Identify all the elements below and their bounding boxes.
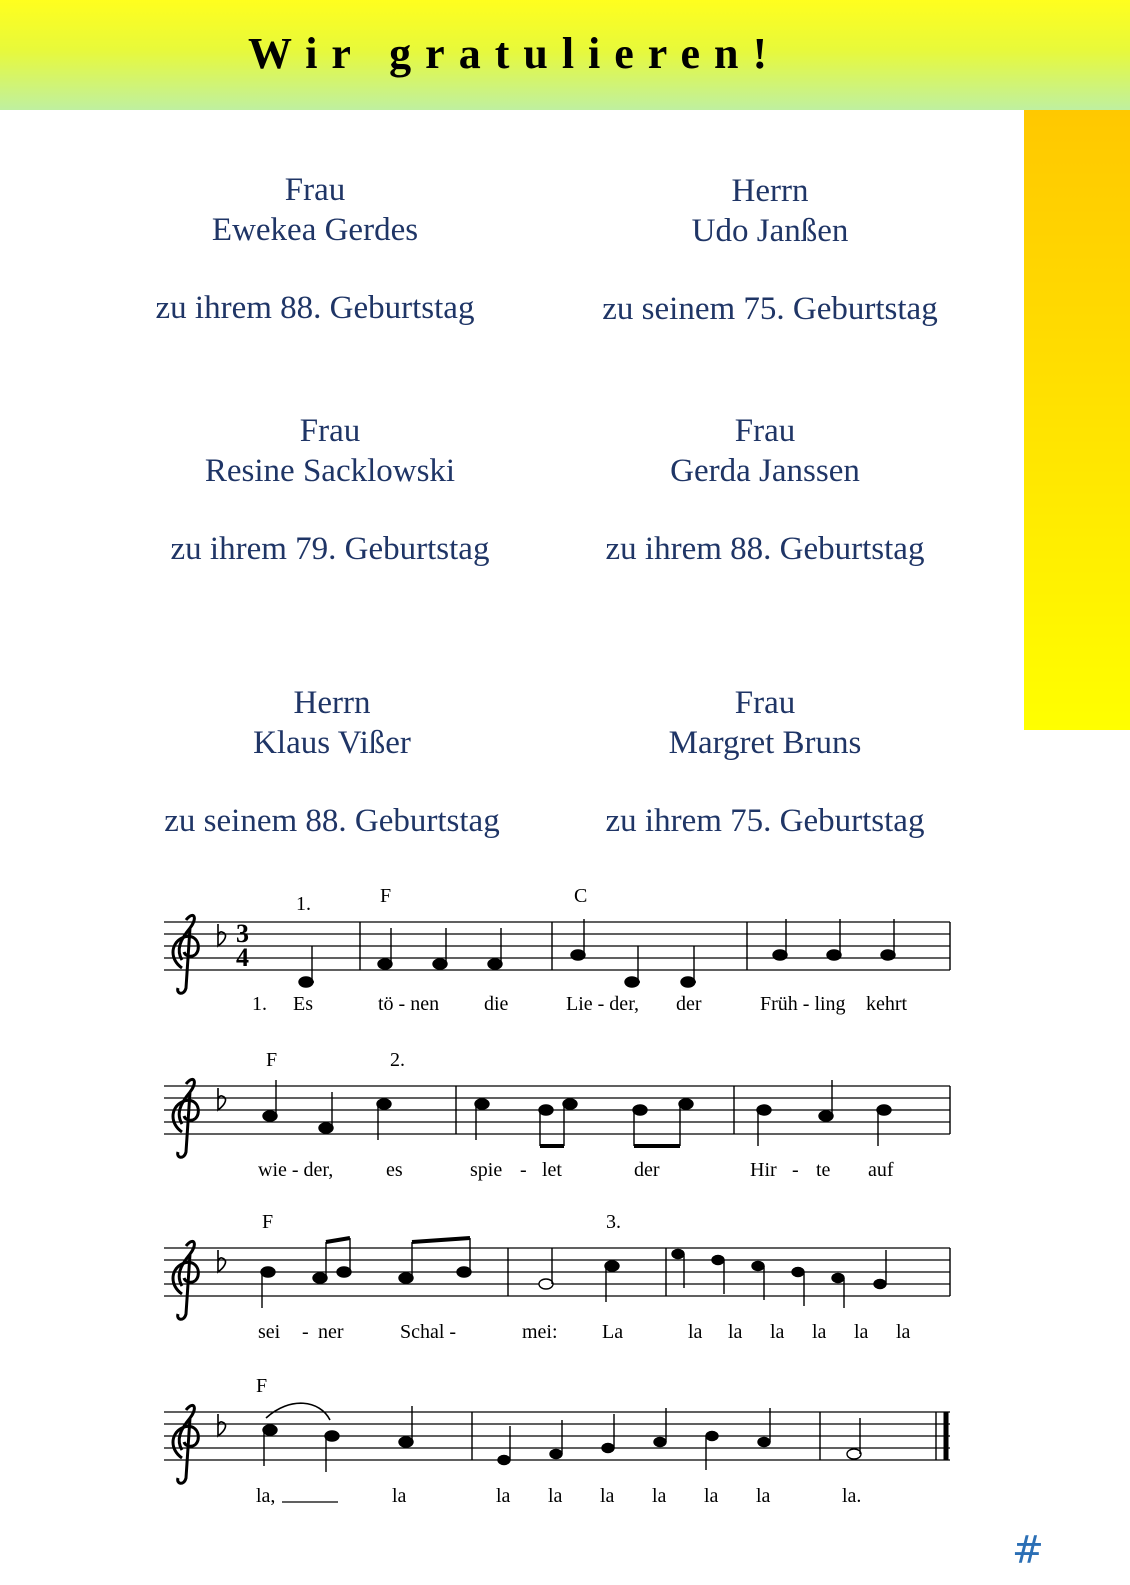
card-name: Resine Sacklowski	[204, 453, 456, 489]
verse-mark: 3.	[606, 1211, 621, 1233]
svg-text:la: la	[548, 1485, 563, 1507]
svg-text:wie - der,: wie - der,	[258, 1159, 334, 1181]
music-system-4	[164, 1375, 950, 1507]
card-name: Ewekea Gerdes	[211, 212, 419, 248]
congrats-card	[555, 171, 985, 329]
svg-text:spie: spie	[470, 1159, 503, 1181]
sheet-music	[160, 870, 960, 1520]
flat-icon	[218, 924, 225, 946]
svg-text:-: -	[302, 1321, 309, 1343]
music-system-3	[164, 1211, 950, 1343]
svg-text:la: la	[812, 1321, 827, 1343]
svg-text:la: la	[770, 1321, 785, 1343]
card-name: Udo Janßen	[691, 213, 849, 249]
header-banner	[0, 0, 1130, 110]
treble-clef-icon	[173, 1241, 198, 1319]
congrats-card	[550, 683, 980, 841]
flat-icon	[218, 1414, 225, 1436]
congrats-card	[100, 170, 530, 328]
verse-mark: 1.	[296, 893, 311, 915]
card-name: Margret Bruns	[668, 725, 862, 761]
congrats-card	[115, 411, 545, 569]
svg-text:sei: sei	[258, 1321, 281, 1343]
svg-text:la.: la.	[842, 1485, 862, 1507]
treble-clef-icon	[173, 1405, 198, 1483]
svg-text:la: la	[652, 1485, 667, 1507]
svg-text:Früh - ling: Früh - ling	[760, 993, 846, 1015]
lyrics	[256, 1485, 861, 1507]
svg-text:la: la	[600, 1485, 615, 1507]
svg-text:la: la	[896, 1321, 911, 1343]
notes	[263, 1403, 946, 1472]
card-salutation: Herrn	[293, 685, 371, 721]
svg-text:la: la	[704, 1485, 719, 1507]
card-salutation: Frau	[734, 413, 796, 449]
svg-text:la: la	[728, 1321, 743, 1343]
lyrics	[258, 1159, 894, 1181]
svg-text:die: die	[484, 993, 509, 1015]
treble-clef-icon	[173, 915, 198, 993]
card-salutation: Frau	[284, 172, 346, 208]
svg-text:La: La	[602, 1321, 624, 1343]
svg-text:mei:: mei:	[522, 1321, 558, 1343]
svg-text:te: te	[816, 1159, 831, 1181]
svg-text:-: -	[792, 1159, 799, 1181]
svg-text:la: la	[392, 1485, 407, 1507]
page-mark: #	[1012, 1528, 1044, 1572]
svg-text:-: -	[520, 1159, 527, 1181]
card-occasion: zu ihrem 75. Geburtstag	[605, 803, 925, 839]
side-color-bar	[1024, 110, 1130, 730]
page-title: Wir gratulieren!	[248, 29, 782, 78]
card-occasion: zu ihrem 88. Geburtstag	[605, 531, 925, 567]
staff-lines	[164, 922, 950, 970]
svg-text:auf: auf	[868, 1159, 894, 1181]
svg-text:Lie - der,: Lie - der,	[566, 993, 640, 1015]
chord-symbol: F	[380, 885, 392, 907]
lyrics	[252, 993, 908, 1015]
card-occasion: zu ihrem 88. Geburtstag	[155, 290, 475, 326]
card-salutation: Frau	[299, 413, 361, 449]
time-signature-bottom: 4	[236, 943, 249, 972]
svg-text:tö - nen: tö - nen	[378, 993, 440, 1015]
card-name: Klaus Vißer	[253, 725, 411, 761]
svg-text:der: der	[634, 1159, 660, 1181]
notes	[299, 919, 950, 987]
music-system-2	[164, 1049, 950, 1181]
card-salutation: Herrn	[731, 173, 809, 209]
svg-text:la: la	[496, 1485, 511, 1507]
music-system-1	[164, 885, 950, 1015]
svg-text:la,: la,	[256, 1485, 276, 1507]
treble-clef-icon	[173, 1079, 198, 1157]
card-occasion: zu seinem 88. Geburtstag	[164, 803, 500, 839]
time-signature-top: 3	[236, 919, 249, 948]
svg-text:kehrt: kehrt	[866, 993, 908, 1015]
chord-symbol: C	[574, 885, 588, 907]
chord-symbol: F	[266, 1049, 278, 1071]
card-name: Gerda Janssen	[670, 453, 860, 489]
card-salutation: Frau	[734, 685, 796, 721]
flat-icon	[218, 1250, 225, 1272]
svg-text:Es: Es	[293, 993, 313, 1015]
congrats-card	[117, 683, 547, 841]
lyrics	[258, 1321, 911, 1343]
staff-lines	[164, 1248, 950, 1296]
svg-text:la: la	[854, 1321, 869, 1343]
svg-text:let: let	[542, 1159, 562, 1181]
card-occasion: zu seinem 75. Geburtstag	[602, 291, 938, 327]
notes	[263, 1080, 950, 1146]
flat-icon	[218, 1088, 225, 1110]
svg-text:es: es	[386, 1159, 403, 1181]
svg-text:la: la	[688, 1321, 703, 1343]
svg-text:Schal -: Schal -	[400, 1321, 457, 1343]
card-occasion: zu ihrem 79. Geburtstag	[170, 531, 490, 567]
svg-text:la: la	[756, 1485, 771, 1507]
svg-text:Hir: Hir	[750, 1159, 777, 1181]
congrats-card	[550, 411, 980, 569]
svg-text:der: der	[676, 993, 702, 1015]
svg-text:ner: ner	[318, 1321, 344, 1343]
svg-text:1.: 1.	[252, 993, 267, 1015]
verse-mark: 2.	[390, 1049, 405, 1071]
chord-symbol: F	[262, 1211, 274, 1233]
chord-symbol: F	[256, 1375, 268, 1397]
